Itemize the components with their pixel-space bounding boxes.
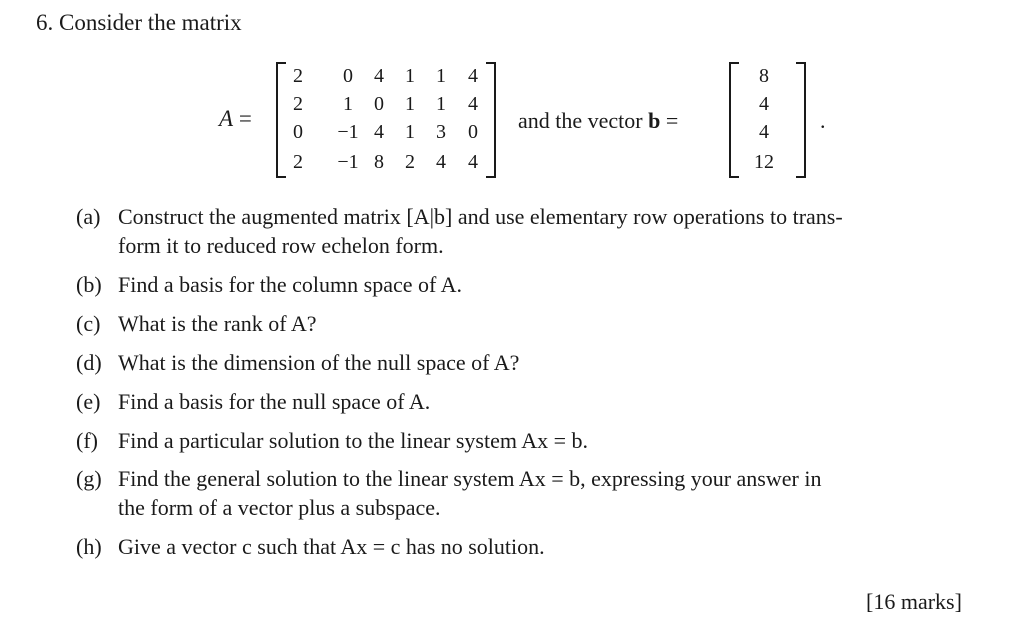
part-text-line: What is the rank of A?	[118, 311, 317, 336]
vector-left-bracket	[729, 62, 739, 178]
matrix-cell: 1	[436, 93, 446, 115]
part-text-line: Find a basis for the column space of A.	[118, 272, 462, 297]
vector-right-bracket	[796, 62, 806, 178]
part-text-line: Find a particular solution to the linear system Ax = b.	[118, 428, 589, 453]
matrix-name: A	[219, 106, 234, 131]
vector-name: b	[648, 108, 661, 133]
matrix-cell: 8	[374, 151, 384, 173]
matrix-cell: 2	[293, 151, 303, 173]
part-text-line: Give a vector c such that Ax = c has no solution.	[118, 534, 545, 559]
part-text-line: the form of a vector plus a subspace.	[118, 495, 441, 520]
part-label: (b)	[76, 272, 102, 297]
matrix-cell: 4	[468, 65, 478, 87]
matrix-cell: 4	[468, 151, 478, 173]
matrix-cell: 4	[436, 151, 446, 173]
vector-cell: 12	[754, 151, 774, 173]
part-text-line: Find the general solution to the linear system Ax = b, expressing your answer in	[118, 466, 822, 491]
part-label: (f)	[76, 428, 98, 453]
matrix-cell: 0	[293, 121, 303, 143]
marks-label: [16 marks]	[866, 589, 962, 614]
vector-equals: =	[665, 108, 679, 133]
end-punctuation: .	[820, 108, 826, 133]
part-label: (a)	[76, 204, 101, 229]
matrix-cell: 3	[436, 121, 446, 143]
matrix-cell: 0	[468, 121, 478, 143]
matrix-cell: 2	[293, 65, 303, 87]
part-label: (c)	[76, 311, 101, 336]
matrix-cell: −1	[337, 151, 359, 173]
part-label: (e)	[76, 389, 101, 414]
vector-cell: 8	[759, 65, 769, 87]
matrix-cell: 1	[405, 93, 415, 115]
part-text-line: What is the dimension of the null space of A?	[118, 350, 520, 375]
vector-cell: 4	[759, 121, 769, 143]
matrix-cell: 4	[374, 121, 384, 143]
vector-cell: 4	[759, 93, 769, 115]
connector-text: and the vector	[518, 108, 643, 133]
matrix-cell: 4	[374, 65, 384, 87]
part-text-line: form it to reduced row echelon form.	[118, 233, 444, 258]
matrix-cell: 2	[293, 93, 303, 115]
matrix-cell: 1	[343, 93, 353, 115]
question-number: 6.	[36, 10, 54, 35]
matrix-cell: −1	[337, 121, 359, 143]
matrix-cell: 2	[405, 151, 415, 173]
matrix-cell: 0	[374, 93, 384, 115]
matrix-cell: 1	[436, 65, 446, 87]
part-label: (h)	[76, 534, 102, 559]
matrix-cell: 4	[468, 93, 478, 115]
matrix-cell: 1	[405, 121, 415, 143]
question-intro: Consider the matrix	[59, 10, 242, 35]
matrix-cell: 0	[343, 65, 353, 87]
part-label: (d)	[76, 350, 102, 375]
matrix-equals: =	[238, 106, 252, 131]
part-text-line: Find a basis for the null space of A.	[118, 389, 431, 414]
part-text-line: Construct the augmented matrix [A|b] and use elementary row operations to trans-	[118, 204, 843, 229]
part-label: (g)	[76, 466, 102, 491]
matrix-cell: 1	[405, 65, 415, 87]
